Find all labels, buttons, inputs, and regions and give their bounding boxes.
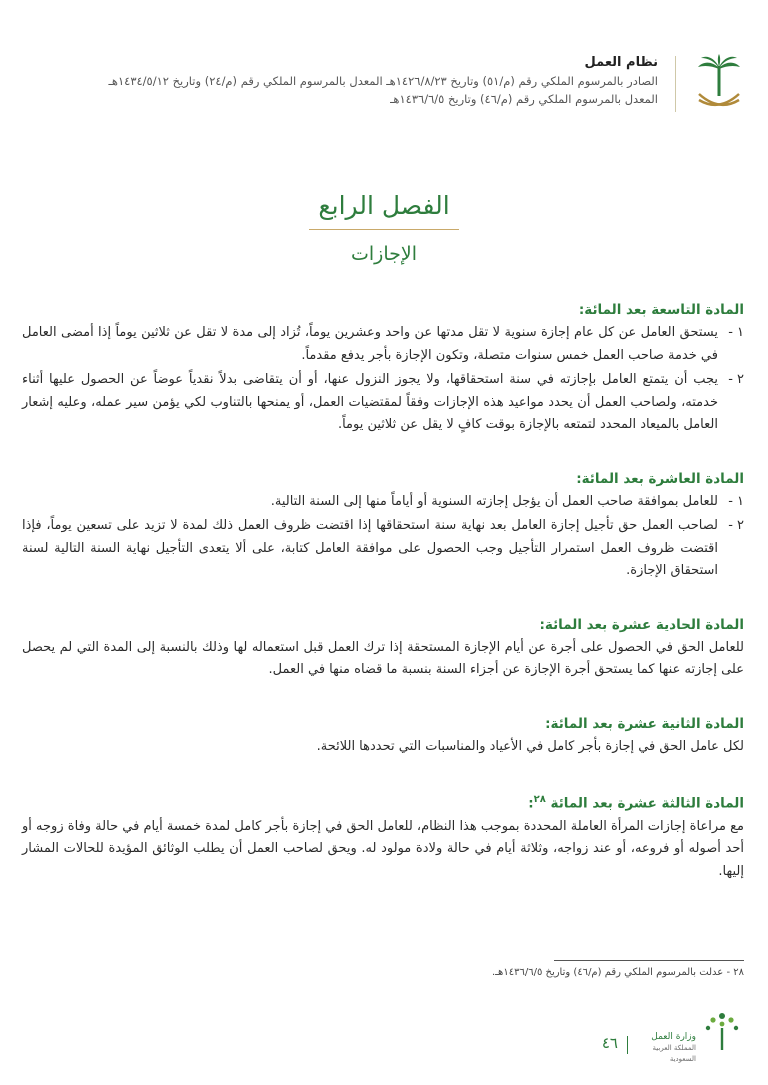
list-item <box>22 322 744 367</box>
item-number: ٢ - <box>728 372 744 387</box>
article-title <box>22 788 744 816</box>
article-title-colon: : <box>528 795 534 812</box>
page-header <box>54 52 744 122</box>
article-109 <box>22 298 744 437</box>
article-text: للعامل الحق في الحصول على أجرة عن أيام الإجازة المستحقة إذا ترك العمل قبل استعماله لها وذلك بالنسبة إلى المدة التي لم يحصل على إجازته عنها كما يستحق أجرة الإجازة عن أجزاء السنة بنسبة ما قضاه منها في العمل. <box>22 639 744 677</box>
article-title: المادة التاسعة بعد المائة: <box>578 302 744 318</box>
article-112 <box>22 712 744 759</box>
footer-divider <box>627 1036 628 1054</box>
item-number: ١ - <box>728 325 744 340</box>
list-item <box>22 369 744 437</box>
footnote-divider <box>554 960 744 961</box>
item-text: للعامل بموافقة صاحب العمل أن يؤجل إجازته السنوية أو أياماً منها إلى السنة التالية. <box>270 493 718 509</box>
chapter-divider <box>309 229 459 230</box>
article-text: مع مراعاة إجازات المرأة العاملة المحددة بموجب هذا النظام، للعامل الحق في إجازة بأجر كامل لمدة خمسة أيام في حالة وفاة زوجه أو أحد أصوله أو فروعه، أو عند زواجه، وثلاثة أيام في حالة ولادة مولود له. ويحق لصاحب العمل أن يطلب الوثائق المؤيدة للحالات المشار إليها. <box>22 818 744 879</box>
list-item <box>22 491 744 514</box>
item-text: يجب أن يتمتع العامل بإجازته في سنة استحقاقها، ولا يجوز النزول عنها، أو أن يتقاضى بدلاً نقدياً عوضاً عن الحصول عليها أثناء خدمته، ولصاحب العمل أن يحدد مواعيد هذه الإجازات وفقاً لمقتضيات العمل، أو يمنحها بالتناوب لكي يؤمن سير عمله، وعليه إشعار العامل بالميعاد المحدد لتمتعه بالإجازة بوقت كافٍ لا يقل عن ثلاثين يوماً. <box>22 372 718 432</box>
chapter-subtitle: الإجازات <box>351 243 417 265</box>
ministry-name <box>626 1032 696 1065</box>
article-title: المادة الثانية عشرة بعد المائة: <box>545 715 744 732</box>
header-line-2: المعدل بالمرسوم الملكي رقم (م/٤٦) وتاريخ ١٤٣٦/٦/٥هـ <box>390 92 658 106</box>
article-111 <box>22 613 744 682</box>
item-text: لصاحب العمل حق تأجيل إجازة العامل بعد نهاية سنة استحقاقها إذا اقتضت ظروف العمل ذلك لمدة لا تزيد على تسعين يوماً، فإذا اقتضت ظروف العمل استمرار التأجيل وجب الحصول على موافقة العامل كتابة، على ألا يتعدى التأجيل نهاية السنة التالية لسنة استحقاق الإجازة. <box>22 518 718 578</box>
article-text: لكل عامل الحق في إجازة بأجر كامل في الأعياد والمناسبات التي تحددها اللائحة. <box>316 738 744 754</box>
article-title-text: المادة الثالثة عشرة بعد المائة <box>550 795 744 812</box>
item-number: ٢ - <box>728 518 744 533</box>
page-number: ٤٦ <box>601 1034 618 1052</box>
article-113 <box>22 788 744 883</box>
ministry-logo-icon <box>700 1008 744 1058</box>
list-item <box>22 515 744 583</box>
article-title: المادة العاشرة بعد المائة: <box>576 470 744 487</box>
article-title: المادة الحادية عشرة بعد المائة: <box>539 616 744 633</box>
article-110 <box>22 467 744 583</box>
saudi-emblem-icon <box>694 54 744 116</box>
ministry-name-ar: وزارة العمل <box>651 1032 696 1042</box>
item-number: ١ - <box>728 493 744 509</box>
header-line-1: الصادر بالمرسوم الملكي رقم (م/٥١) وتاريخ ١٤٢٦/٨/٢٣هـ المعدل بالمرسوم الملكي رقم (م/٢٤) وتاريخ ١٤٣٤/٥/١٢هـ <box>108 74 658 88</box>
chapter-title: الفصل الرابع <box>318 191 450 220</box>
page-footer <box>584 1008 744 1063</box>
page-content <box>22 298 744 913</box>
item-text: يستحق العامل عن كل عام إجازة سنوية لا تقل مدتها عن واحد وعشرين يوماً، تُزاد إلى مدة لا تقل عن ثلاثين يوماً إذا أمضى العامل في خدمة صاحب العمل خمس سنوات متصلة، وتكون الإجازة بأجر يدفع مقدماً. <box>22 325 718 363</box>
header-divider <box>675 56 676 112</box>
kingdom-name: المملكة العربية السعودية <box>652 1044 696 1063</box>
document-title: نظام العمل <box>584 55 658 70</box>
chapter-heading <box>0 185 768 272</box>
footnote-reference[interactable]: ٢٨ <box>533 794 546 805</box>
footnote: ٢٨ - عدلت بالمرسوم الملكي رقم (م/٤٦) وتاريخ ١٤٣٦/٦/٥هـ. <box>491 967 744 978</box>
